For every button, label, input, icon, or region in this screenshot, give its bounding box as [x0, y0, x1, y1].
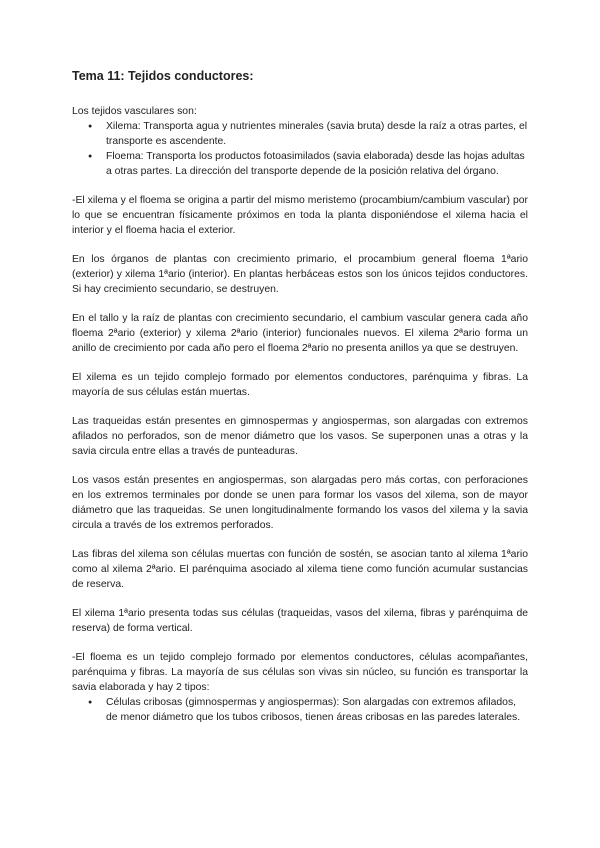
document-title: Tema 11: Tejidos conductores: — [72, 69, 254, 83]
paragraph-secondary-growth: En el tallo y la raíz de plantas con crecimiento secundario, el cambium vascular genera cada año floema 2ªario (exterior) y xilema 2ªario (interior) funcionales nuevos. El xilema 2ªario forma un anillo de crecimiento por cada año pero el floema 2ªario no presenta anillos ya que se destruyen. — [72, 313, 528, 354]
list-item-xilema: ● Xilema: Transporta agua y nutrientes minerales (savia bruta) desde la raíz a otras partes, el transporte es ascendente. — [106, 119, 528, 149]
floema-type-list — [72, 695, 528, 725]
list-item-celulas-cribosas: ● Células cribosas (gimnospermas y angiospermas): Son alargadas con extremos afilados, de menor diámetro que los tubos cribosos, tienen áreas cribosas en las paredes laterales. — [106, 695, 528, 725]
paragraph-floema-definition: -El floema es un tejido complejo formado por elementos conductores, células acompañantes, parénquima y fibras. La mayoría de sus células son vivas sin núcleo, su función es transportar la savia elaborada y hay 2 tipos: — [72, 652, 528, 693]
paragraph-fibras: Las fibras del xilema son células muertas con función de sostén, se asocian tanto al xilema 1ªario como al xilema 2ªario. El parénquima asociado al xilema tiene como función acumular sustancias de reserva. — [72, 549, 528, 590]
intro-text: Los tejidos vasculares son: — [72, 106, 197, 117]
paragraph-traqueidas: Las traqueidas están presentes en gimnospermas y angiospermas, son alargadas con extremos afilados no perforados, son de menor diámetro que los vasos. Se superponen unas a otras y la savia circula entre ellas a través de punteaduras. — [72, 416, 528, 457]
paragraph-origin: -El xilema y el floema se origina a partir del mismo meristemo (procambium/cambium vascular) por lo que se encuentran físicamente próximos en toda la planta disponiéndose el xilema hacia el interior y el floema hacia el exterior. — [72, 195, 528, 236]
vascular-tissue-list — [72, 119, 528, 179]
paragraph-vasos: Los vasos están presentes en angiospermas, son alargadas pero más cortas, con perforaciones en los extremos terminales por donde se unen para formar los vasos del xilema, son de mayor diámetro que las traqueidas. Se unen longitudinalmente formando los vasos del xilema y la savia circula a través de los extremos perforados. — [72, 475, 528, 531]
paragraph-primary-growth: En los órganos de plantas con crecimiento primario, el procambium general floema 1ªario (exterior) y xilema 1ªario (interior). En plantas herbáceas estos son los únicos tejidos conductores. Si hay crecimiento secundario, se destruyen. — [72, 254, 528, 295]
list-item-floema: ● Floema: Transporta los productos fotoasimilados (savia elaborada) desde las hojas adultas a otras partes. La dirección del transporte depende de la posición relativa del órgano. — [106, 149, 528, 179]
paragraph-xilema-primario: El xilema 1ªario presenta todas sus células (traqueidas, vasos del xilema, fibras y parénquima de reserva) de forma vertical. — [72, 608, 528, 634]
document-page — [72, 68, 528, 725]
paragraph-xilema-definition: El xilema es un tejido complejo formado por elementos conductores, parénquima y fibras. La mayoría de sus células están muertas. — [72, 372, 528, 398]
